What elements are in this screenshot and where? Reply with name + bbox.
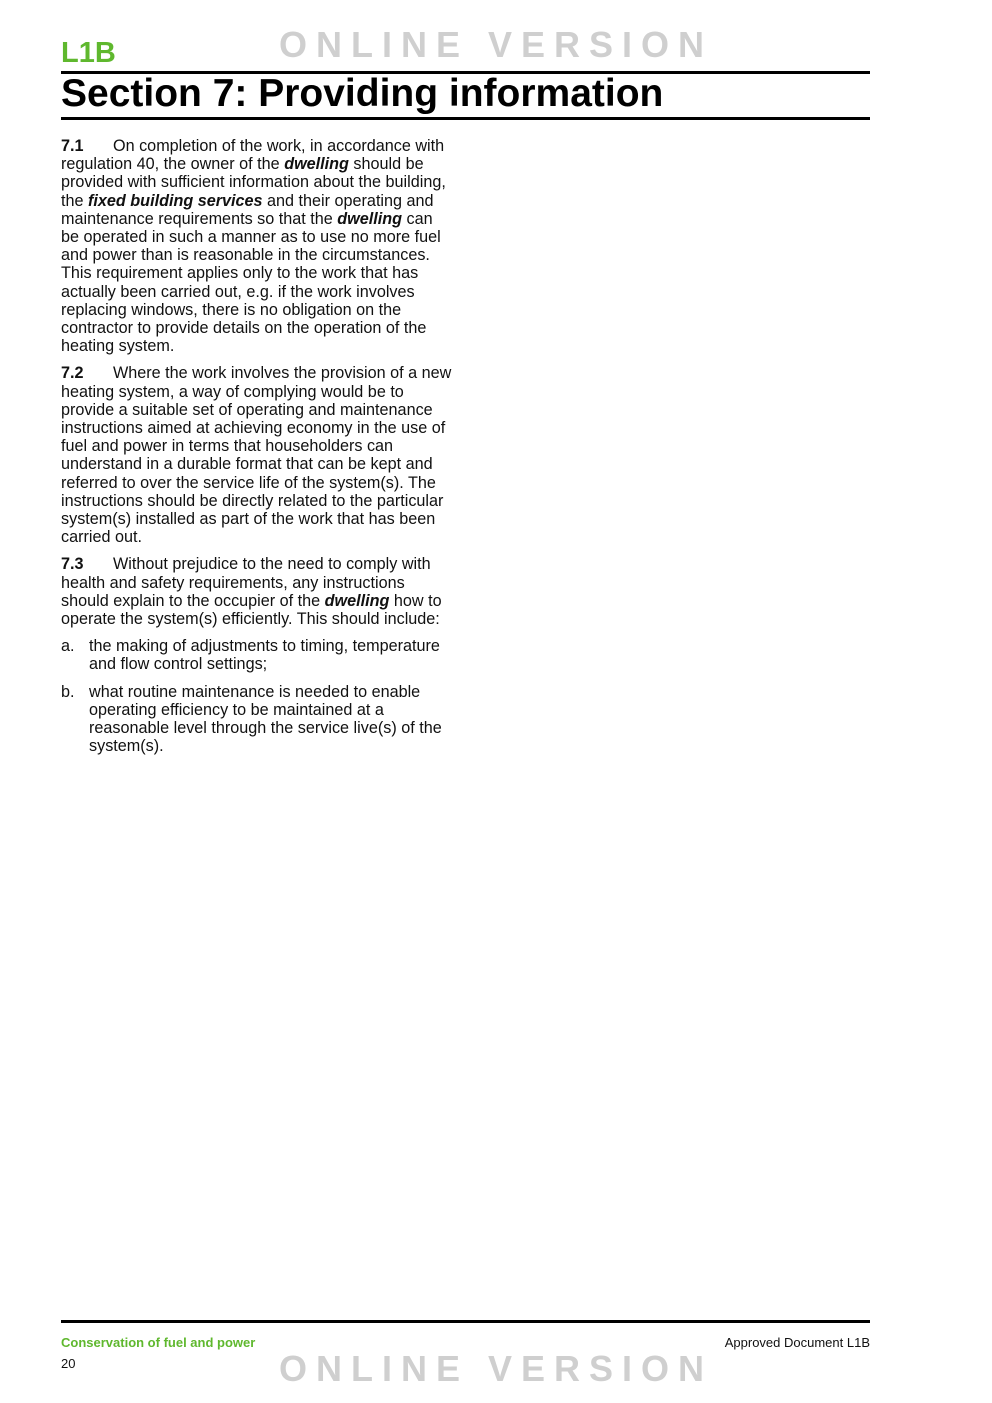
- defined-term: dwelling: [284, 155, 349, 174]
- paragraph-7-1: [61, 137, 453, 355]
- defined-term: dwelling: [337, 209, 402, 228]
- paragraph-number: 7.1: [61, 137, 84, 155]
- footer-document-title: Conservation of fuel and power: [61, 1335, 256, 1350]
- footer-rule: [61, 1320, 870, 1323]
- paragraph-number: 7.3: [61, 555, 84, 574]
- header-rule-bottom: [61, 117, 870, 120]
- paragraph-text: On completion of the work, in accordance with regulation 40, the owner of the: [61, 137, 445, 174]
- paragraph-7-2: [61, 364, 453, 546]
- list-item-b: [61, 683, 453, 756]
- footer-document-name: Approved Document L1B: [724, 1335, 870, 1350]
- paragraph-text: and their operating and maintenance requirements so that the: [61, 191, 434, 228]
- list-item-text: the making of adjustments to timing, temperature and flow control settings;: [89, 637, 440, 674]
- paragraph-text: Where the work involves the provision of a new heating system, a way of complying would be to provide a suitable set of operating and maintenance instructions aimed at achieving economy in the use of fuel and power in terms that householders can understand in a durable format that can be kept and referred to over the service life of the system(s). The instructions should be directly related to the particular system(s) installed as part of the work that has been carried out.: [61, 364, 452, 547]
- paragraph-7-3: [61, 555, 453, 628]
- section-title: Section 7: Providing information: [61, 72, 664, 115]
- paragraph-text: how to operate the system(s) efficiently. This should include:: [61, 591, 442, 629]
- defined-term: fixed building services: [88, 191, 263, 210]
- watermark-bottom: ONLINE VERSION: [278, 1348, 714, 1389]
- paragraph-text: Without prejudice to the need to comply with health and safety requirements, any instructions should explain to the occupier of the: [61, 555, 431, 610]
- paragraph-number: 7.2: [61, 364, 84, 383]
- body-column: [61, 137, 453, 765]
- list-item-a: [61, 637, 453, 673]
- list-marker: b.: [61, 682, 75, 701]
- list-marker: a.: [61, 637, 75, 656]
- defined-term: dwelling: [324, 591, 390, 610]
- list-item-text: what routine maintenance is needed to enable operating efficiency to be maintained at a reasonable level through the service live(s) of the system(s).: [89, 682, 442, 756]
- paragraph-text: should be provided with sufficient information about the building, the: [61, 155, 446, 210]
- paragraph-text: can be operated in such a manner as to use no more fuel and power than is reasonable in the circumstances. This requirement applies only to the work that has actually been carried out, e.g. if the work involves replacing windows, there is no obligation on the contractor to provide details on the operation of the heating system.: [61, 209, 441, 356]
- watermark-top: ONLINE VERSION: [278, 24, 714, 65]
- page-number: 20: [61, 1356, 76, 1371]
- document-code: L1B: [61, 37, 116, 69]
